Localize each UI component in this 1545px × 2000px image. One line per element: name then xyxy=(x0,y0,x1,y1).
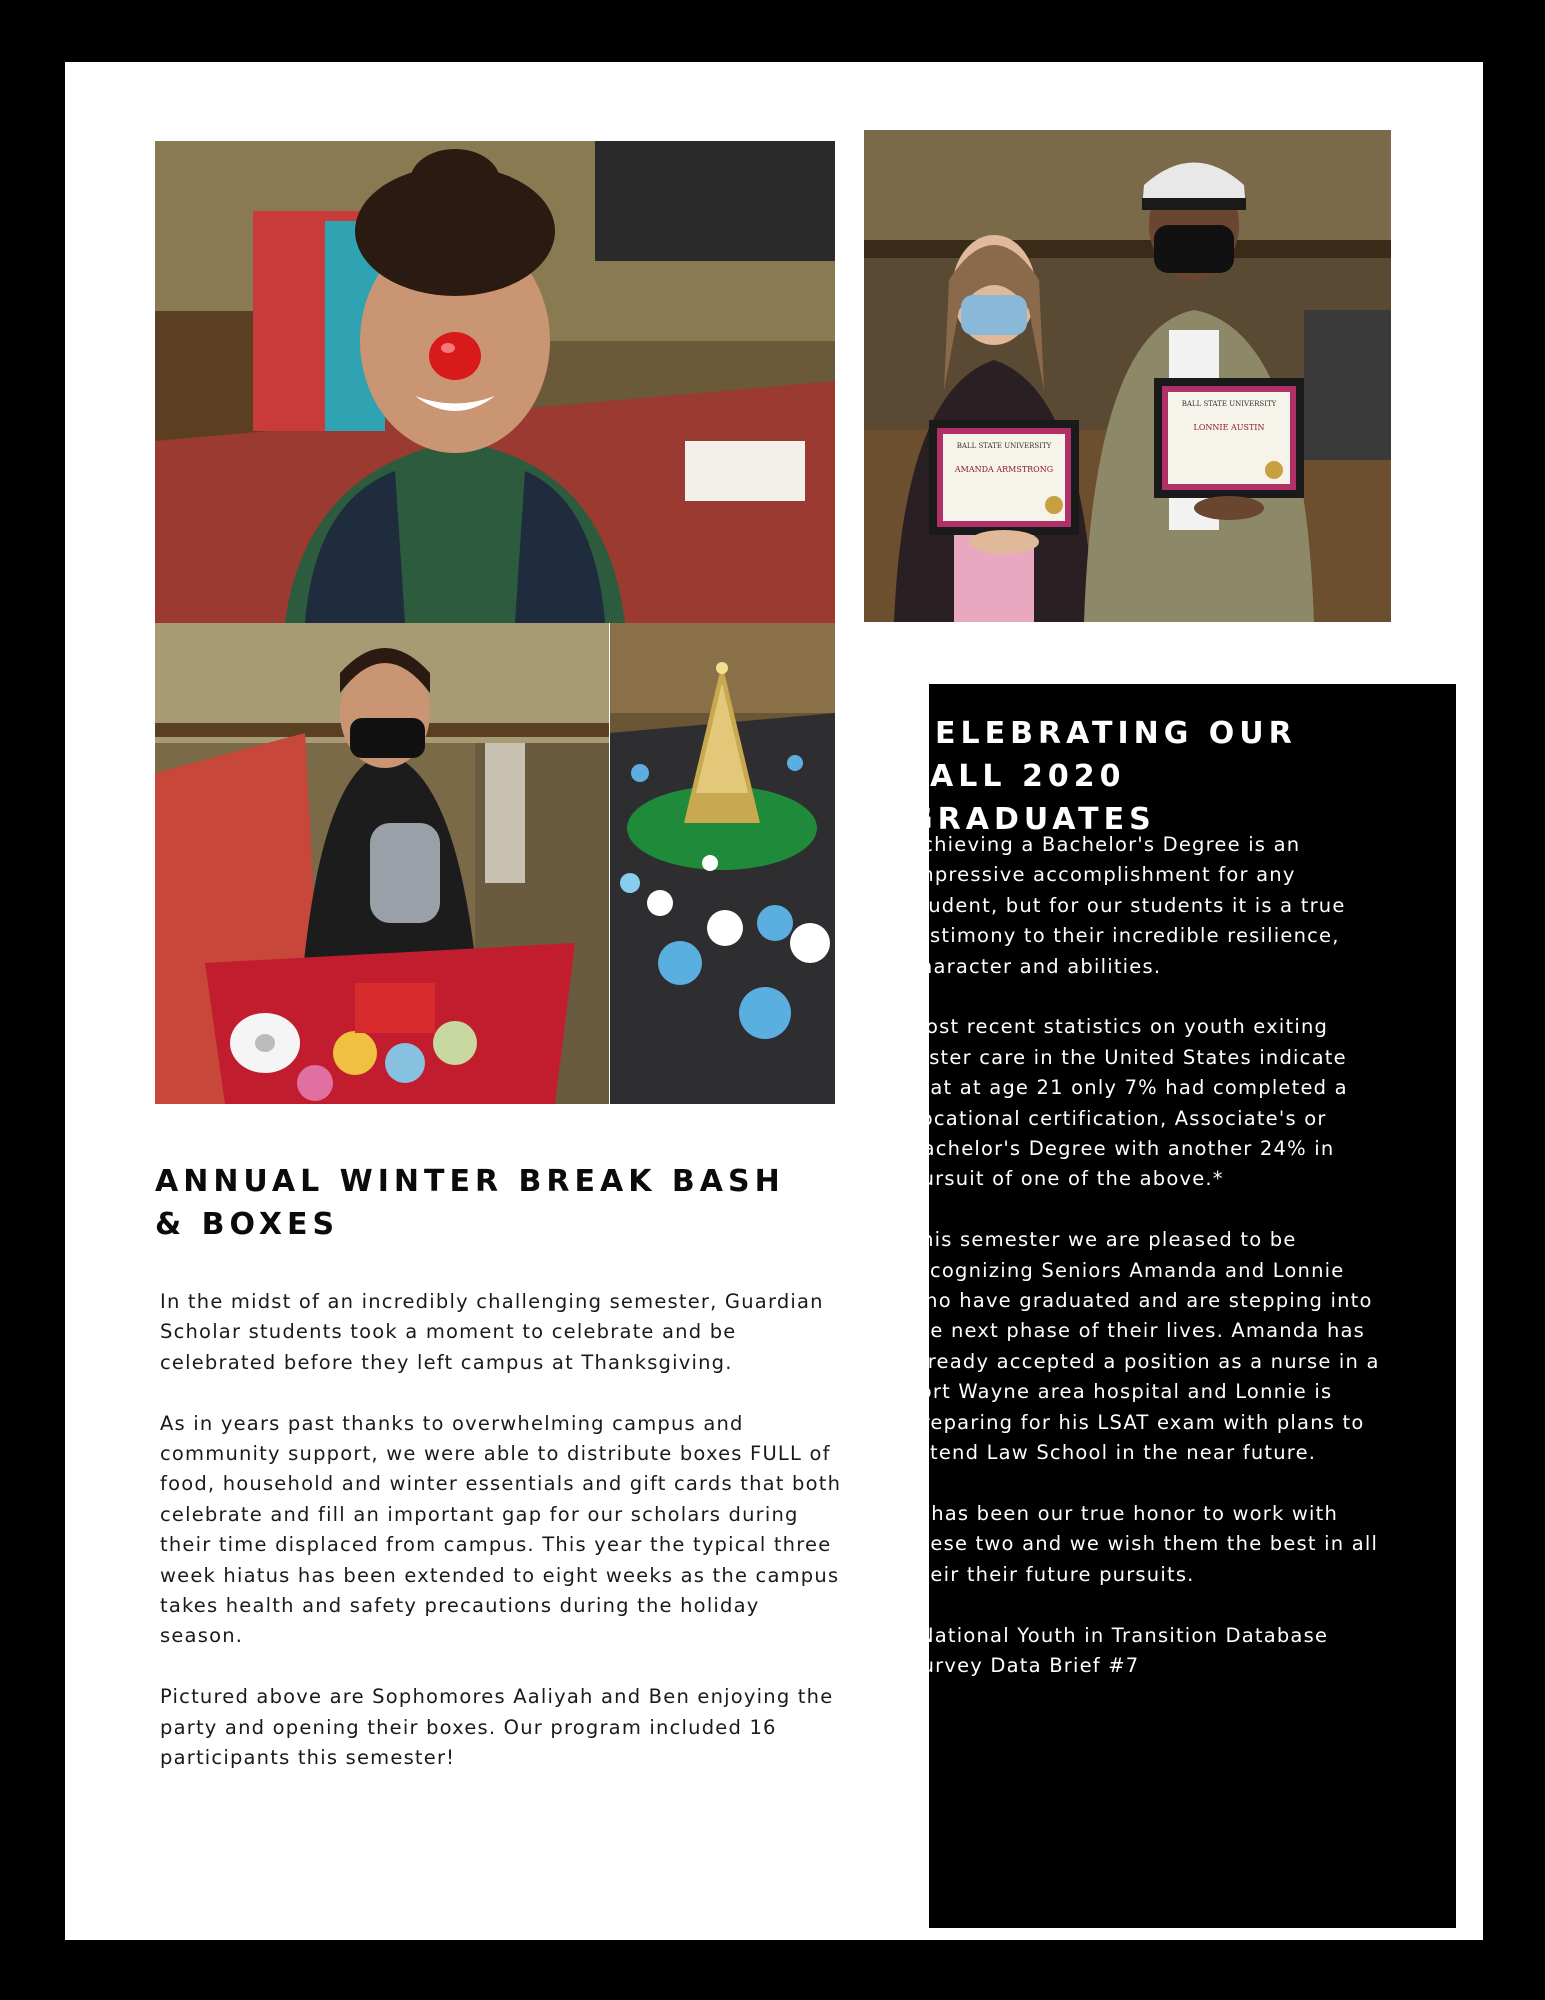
certificate-right-university: BALL STATE UNIVERSITY xyxy=(1181,400,1277,408)
photo-ben-opening-box xyxy=(155,623,609,1104)
graduates-body xyxy=(908,830,1380,1681)
newsletter-page xyxy=(65,62,1483,1940)
winter-break-paragraph-1: In the midst of an incredibly challenging semester, Guardian Scholar students took a moment to celebrate and be celebrated before they left campus at Thanksgiving. xyxy=(160,1290,824,1374)
graduates-paragraph-4: It has been our true honor to work with these two and we wish them the best in all their their future pursuits. xyxy=(908,1501,1379,1586)
photo-graduates-certificates xyxy=(864,130,1391,622)
graduates-paragraph-2: Most recent statistics on youth exiting foster care in the United States indicate that at age 21 only 7% had completed a vocational certification, Associate's or Bachelor's Degree with another 24% in pursuit of one of the above.* xyxy=(908,1015,1348,1191)
graduates-paragraph-3: This semester we are pleased to be recognizing Seniors Amanda and Lonnie who have graduated and are stepping into the next phase of their lives. Amanda has already accepted a position as a nurse in a Fort Wayne area hospital and Lonnie is preparing for his LSAT exam with plans to attend Law School in the near future. xyxy=(908,1228,1380,1465)
graduates-heading: CELEBRATING OUR FALL 2020 GRADUATES xyxy=(908,716,1297,837)
certificate-left-name: AMANDA ARMSTRONG xyxy=(954,465,1054,474)
winter-break-paragraph-3: Pictured above are Sophomores Aaliyah and Ben enjoying the party and opening their boxes. Our program included 16 participants this semester! xyxy=(160,1685,834,1770)
graduates-paragraph-1: Achieving a Bachelor's Degree is an impressive accomplishment for any student, but for our students it is a true testimony to their incredible resilience, character and abilities. xyxy=(908,833,1346,978)
winter-break-paragraph-2: As in years past thanks to overwhelming campus and community support, we were able to distribute boxes FULL of food, household and winter essentials and gift cards that both celebrate and fill an important gap for our scholars during their time displaced from campus. This year the typical three week hiatus has been extended to eight weeks as the campus takes health and safety precautions during the holiday season. xyxy=(160,1411,842,1648)
photo-tinsel-tree-centerpiece xyxy=(610,623,835,1104)
graduates-footnote: *National Youth in Transition Database Survey Data Brief #7 xyxy=(908,1623,1329,1677)
certificate-right-name: LONNIE AUSTIN xyxy=(1193,423,1265,432)
winter-break-heading: ANNUAL WINTER BREAK BASH & BOXES xyxy=(155,1164,785,1242)
photo-aaliyah-red-nose xyxy=(155,141,835,623)
certificate-left-university: BALL STATE UNIVERSITY xyxy=(956,442,1052,450)
winter-break-body xyxy=(160,1287,850,1773)
